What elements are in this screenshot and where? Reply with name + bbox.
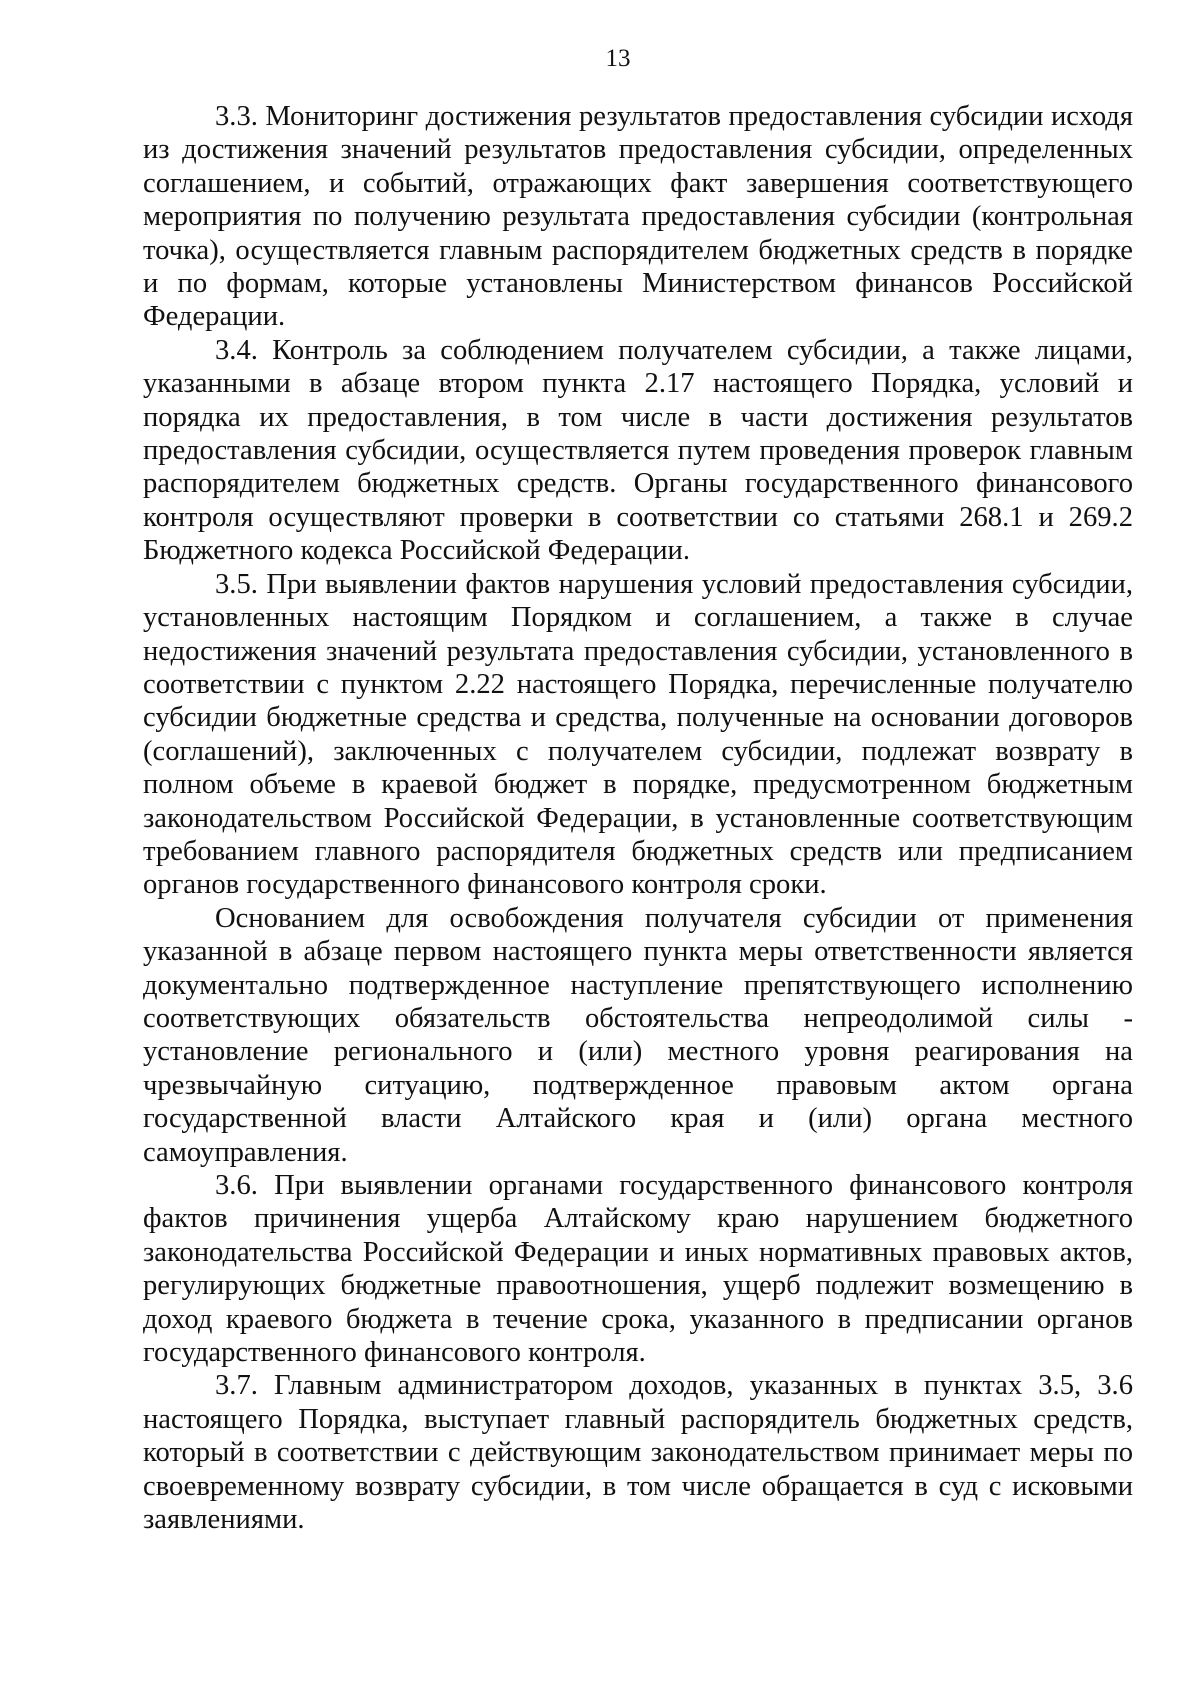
page-number: 13 — [605, 45, 631, 72]
paragraph-3-5: 3.5. При выявлении фактов нарушения условий предоставления субсидии, установленных настоящим Порядком и соглашением, а также в случае недостижения значений результата предоставления субсидии, установленного в соответствии с пунктом 2.22 настоящего Порядка, перечисленные получателю субсидии бюджетные средства и средства, полученные на основании договоров (соглашений), заключенных с получателем субсидии, подлежат возврату в полном объеме в краевой бюджет в порядке, предусмотренном бюджетным законодательством Российской Федерации, в установленные соответствующим требованием главного распорядителя бюджетных средств или предписанием органов государственного финансового контроля сроки. — [143, 568, 1133, 901]
paragraph-3-7: 3.7. Главным администратором доходов, указанных в пунктах 3.5, 3.6 настоящего Порядка, выступает главный распорядитель бюджетных средств, который в соответствии с действующим законодательством принимает меры по своевременному возврату субсидии, в том числе обращается в суд с исковыми заявлениями. — [143, 1370, 1133, 1536]
paragraph-3-6: 3.6. При выявлении органами государственного финансового контроля фактов причинения ущерба Алтайскому краю нарушением бюджетного законодательства Российской Федерации и иных нормативных правовых актов, регулирующих бюджетные правоотношения, ущерб подлежит возмещению в доход краевого бюджета в течение срока, указанного в предписании органов государственного финансового контроля. — [143, 1170, 1133, 1369]
paragraph-3-3: 3.3. Мониторинг достижения результатов предоставления субсидии исходя из достижения значений результатов предоставления субсидии, определенных соглашением, и событий, отражающих факт завершения соответствующего мероприятия по получению результата предоставления субсидии (контрольная точка), осуществляется главным распорядителем бюджетных средств в порядке и по формам, которые установлены Министерством финансов Российской Федерации. — [143, 101, 1133, 333]
paragraph-3-5-continuation: Основанием для освобождения получателя субсидии от применения указанной в абзаце первом настоящего пункта меры ответственности является документально подтвержденное наступление препятствующего исполнению соответствующих обязательств обстоятельства непреодолимой силы - установление регионального и (или) местного уровня реагирования на чрезвычайную ситуацию, подтвержденное правовым актом органа государственной власти Алтайского края и (или) органа местного самоуправления. — [143, 902, 1133, 1168]
document-body — [143, 100, 1133, 1536]
paragraph-3-4: 3.4. Контроль за соблюдением получателем субсидии, а также лицами, указанными в абзаце втором пункта 2.17 настоящего Порядка, условий и порядка их предоставления, в том числе в части достижения результатов предоставления субсидии, осуществляется путем проведения проверок главным распорядителем бюджетных средств. Органы государственного финансового контроля осуществляют проверки в соответствии со статьями 268.1 и 269.2 Бюджетного кодекса Российской Федерации. — [143, 334, 1133, 567]
